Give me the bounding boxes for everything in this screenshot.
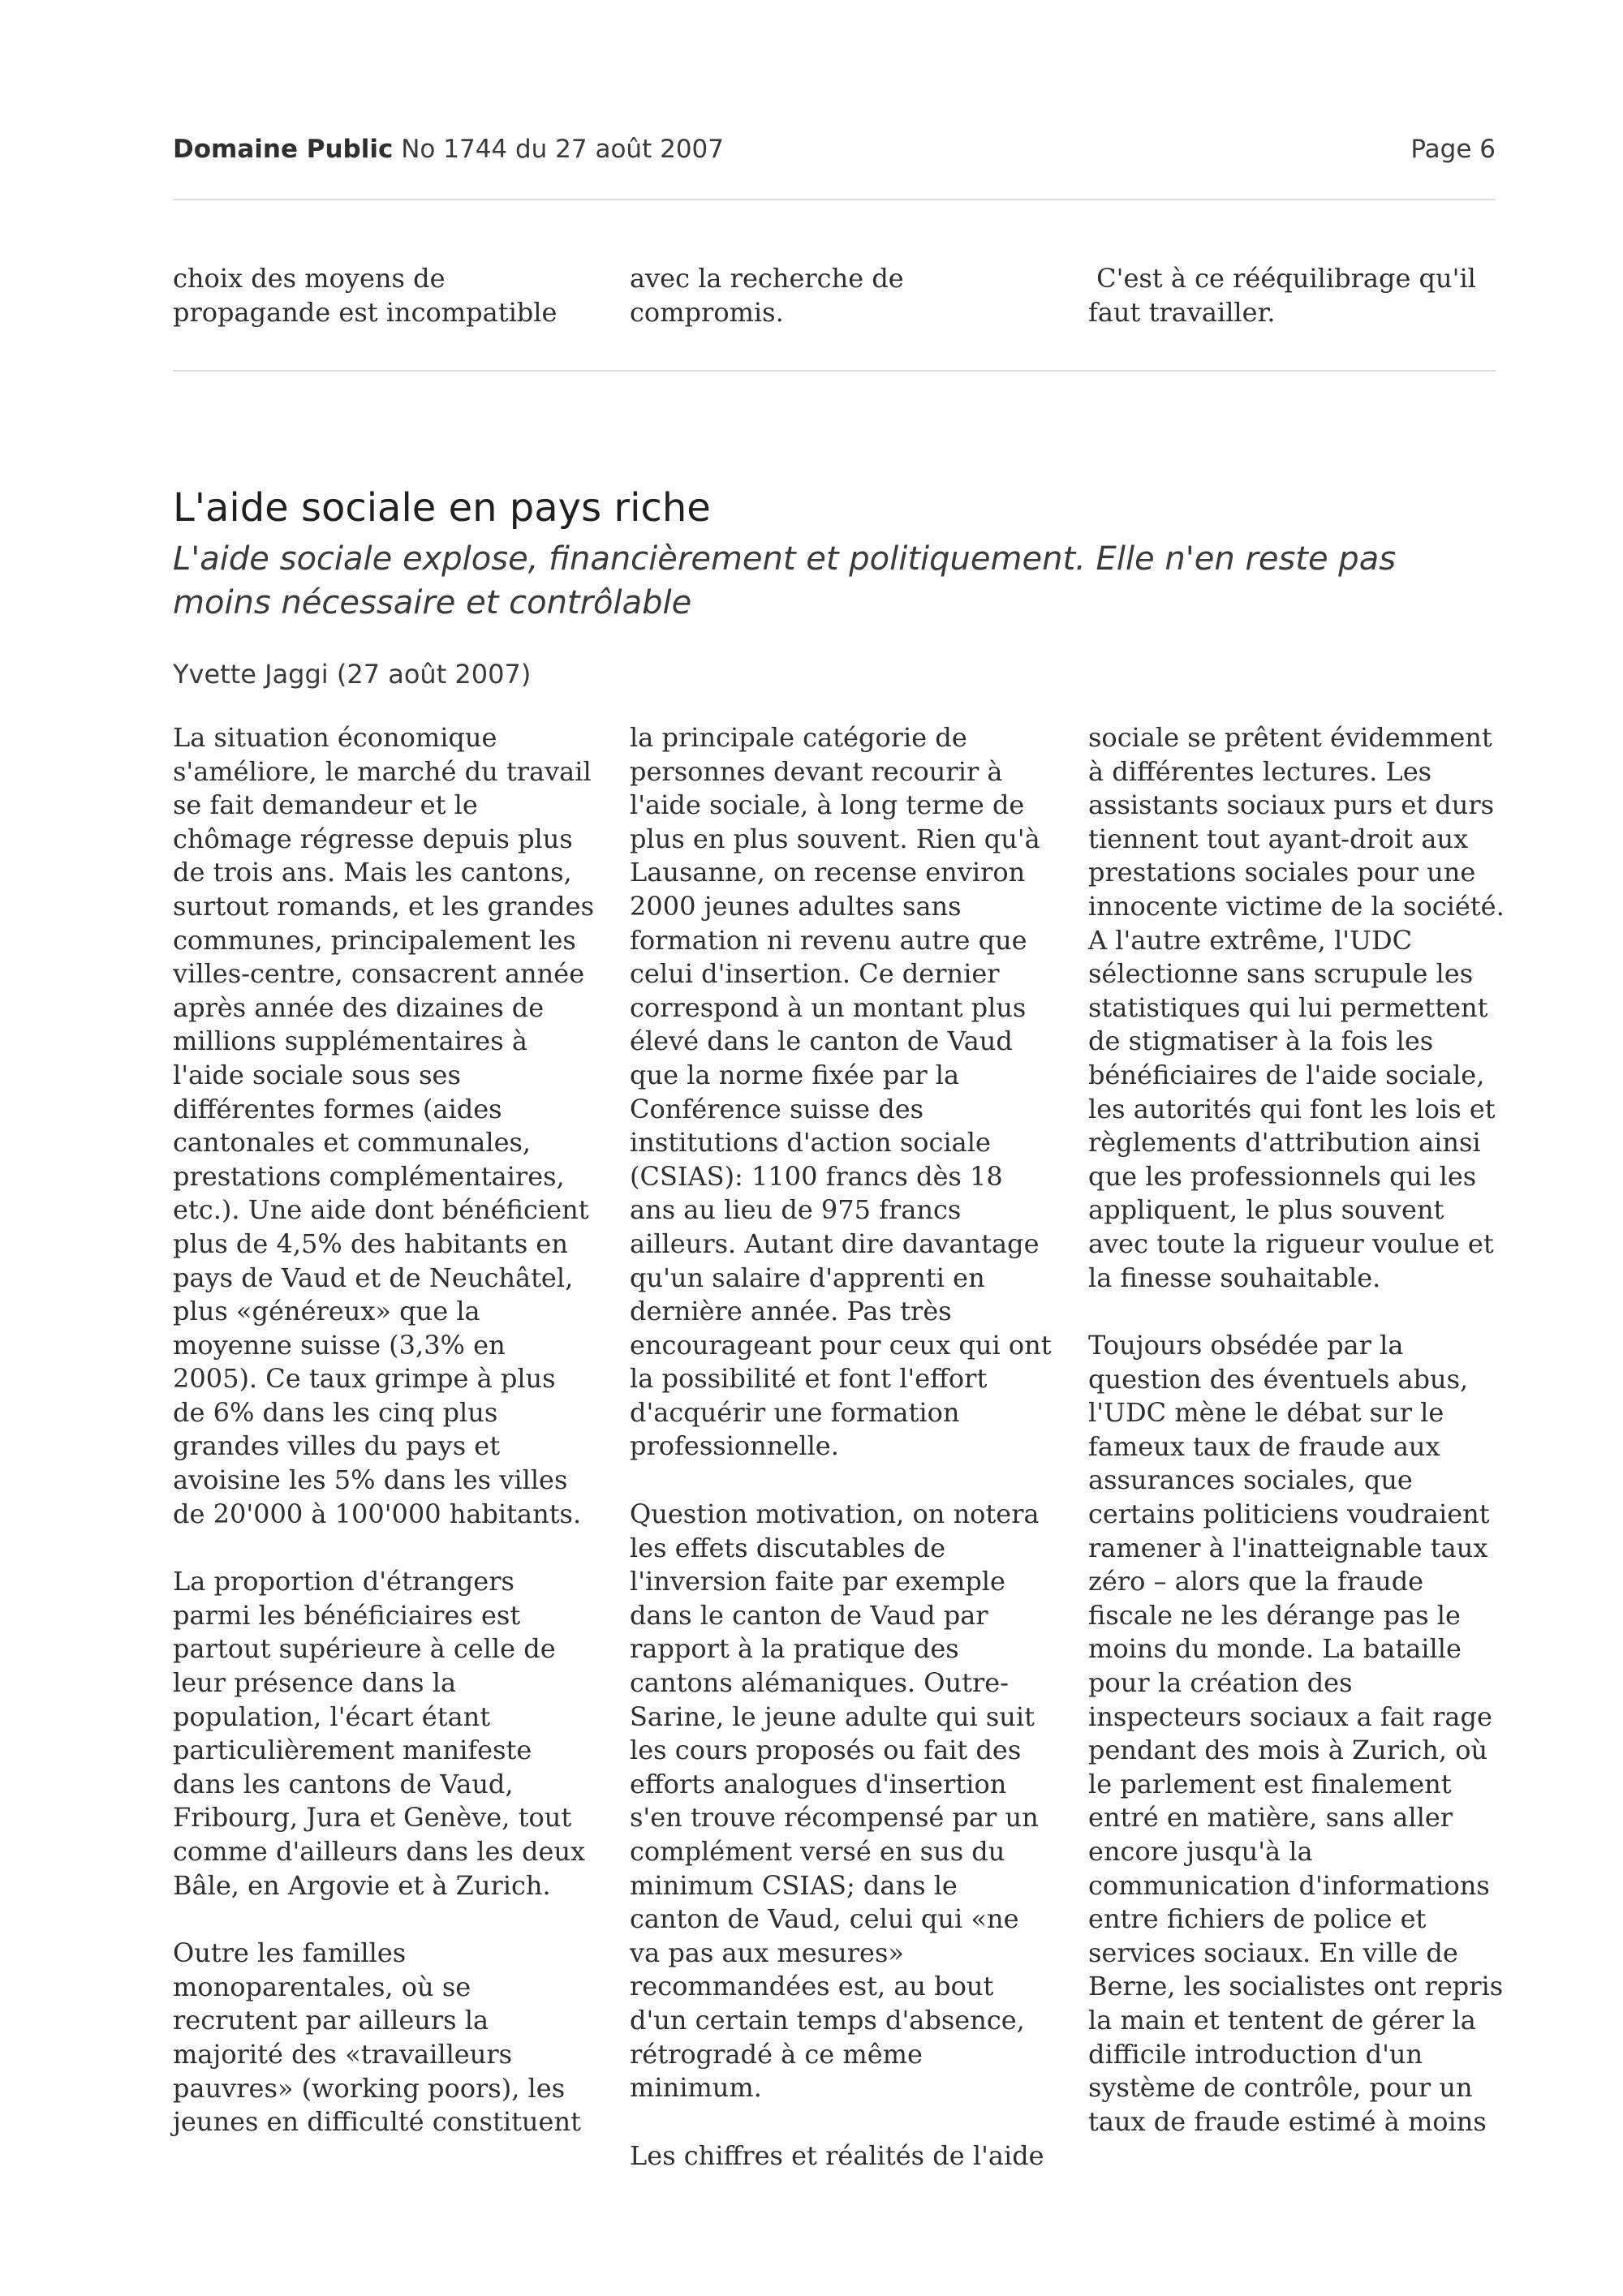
paragraph: La proportion d'étrangers parmi les bénéficiaires est partout supérieure à celle de leur présence dans la population, l'écart étant particulièrement manifeste dans les cantons de Vaud, Fribourg, Jura et Genève, tout comme d'ailleurs dans les deux Bâle, en Argovie et à Zurich. [173,1566,586,1901]
paragraph: sociale se prêtent évidemment à différentes lectures. Les assistants sociaux purs et durs tiennent tout ayant-droit aux prestations sociales pour une innocente victime de la société. A l'autre extrême, l'UDC sélectionne sans scrupule les statistiques qui lui permettent de stigmatiser à la fois les bénéficiaires de l'aide sociale, les autorités qui font les lois et règlements d'attribution ainsi que les professionnels qui les appliquent, le plus souvent avec toute la rigueur voulue et la finesse souhaitable. [1088,722,1505,1293]
article-column-3 [1088,721,1510,2139]
page-header [173,131,1496,172]
issue-info: No 1744 du 27 août 2007 [401,135,724,164]
page-number: Page 6 [1410,135,1496,164]
article-divider [173,370,1496,372]
paragraph: Outre les familles monoparentales, où se recrutent par ailleurs la majorité des «travailleurs pauvres» (working poors), les jeunes en difficulté constituent [173,1937,581,2138]
article-column-2 [630,721,1052,2173]
paragraph: avec la recherche de compromis. [630,263,904,328]
previous-column-3 [1088,262,1510,329]
header-divider [173,199,1496,200]
publication-name: Domaine Public [173,135,394,164]
previous-column-1 [173,262,595,329]
previous-column-2 [630,262,1052,329]
paragraph: La situation économique s'améliore, le marché du travail se fait demandeur et le chômage régresse depuis plus de trois ans. Mais les cantons, surtout romands, et les grandes communes, principalement les villes-centre, consacrent année après année des dizaines de millions supplémentaires à l'aide sociale sous ses différentes formes (aides cantonales et communales, prestations complémentaires, etc.). Une aide dont bénéficient plus de 4,5% des habitants en pays de Vaud et de Neuchâtel, plus «généreux» que la moyenne suisse (3,3% en 2005). Ce taux grimpe à plus de 6% dans les cinq plus grandes villes du pays et avoisine les 5% dans les villes de 20'000 à 100'000 habitants. [173,722,594,1529]
paragraph: Les chiffres et réalités de l'aide [630,2139,1044,2171]
publication-line [173,135,724,164]
article-subtitle: L'aide sociale explose, financièrement et politiquement. Elle n'en reste pas moins nécessaire et contrôlable [173,540,1397,621]
paragraph: Toujours obsédée par la question des éventuels abus, l'UDC mène le débat sur le fameux taux de fraude aux assurances sociales, que certains politiciens voudraient ramener à l'inatteignable taux zéro – alors que la fraude fiscale ne les dérange pas le moins du monde. La bataille pour la création des inspecteurs sociaux a fait rage pendant des mois à Zurich, où le parlement est finalement entré en matière, sans aller encore jusqu'à la communication d'informations entre fichiers de police et services sociaux. En ville de Berne, les socialistes ont repris la main et tentent de gérer la difficile introduction d'un système de contrôle, pour un taux de fraude estimé à moins [1088,1330,1504,2137]
article-title: L'aide sociale en pays riche [173,485,711,531]
paragraph: Question motivation, on notera les effets discutables de l'inversion faite par exemple dans le canton de Vaud par rapport à la pratique des cantons alémaniques. Outre-Sarine, le jeune adulte qui suit les cours proposés ou fait des efforts analogues d'insertion s'en trouve récompensé par un complément versé en sus du minimum CSIAS; dans le canton de Vaud, celui qui «ne va pas aux mesures» recommandées est, au bout d'un certain temps d'absence, rétrogradé à ce même minimum. [630,1498,1040,2104]
paragraph: la principale catégorie de personnes devant recourir à l'aide sociale, à long terme de plus en plus souvent. Rien qu'à Lausanne, on recense environ 2000 jeunes adultes sans formation ni revenu autre que celui d'insertion. Ce dernier correspond à un montant plus élevé dans le canton de Vaud que la norme fixée par la Conférence suisse des institutions d'action sociale (CSIAS): 1100 francs dès 18 ans au lieu de 975 francs ailleurs. Autant dire davantage qu'un salaire d'apprenti en dernière année. Pas très encourageant pour ceux qui ont la possibilité et font l'effort d'acquérir une formation professionnelle. [630,722,1052,1462]
paragraph: C'est à ce rééquilibrage qu'il faut travailler. [1088,263,1485,328]
article-column-1 [173,721,595,2139]
paragraph: choix des moyens de propagande est incompatible [173,263,558,328]
article-byline: Yvette Jaggi (27 août 2007) [173,659,532,690]
